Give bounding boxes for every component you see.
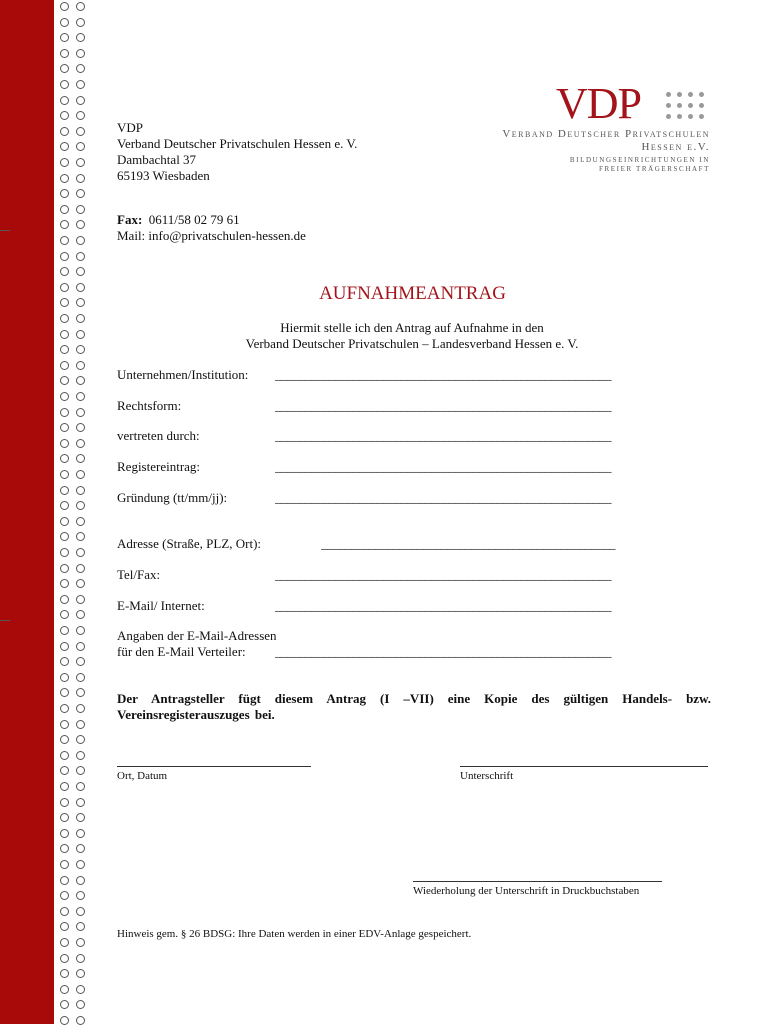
binding-ring-icon [60, 345, 69, 354]
binding-ring-icon [60, 18, 69, 27]
binding-ring-icon [76, 345, 85, 354]
binding-ring-icon [60, 595, 69, 604]
field-tel-fax[interactable]: ________________________________________________________ [275, 567, 611, 582]
binding-ring-icon [76, 579, 85, 588]
binding-ring-icon [60, 486, 69, 495]
binding-ring-icon [60, 96, 69, 105]
vdp-logo [460, 79, 720, 182]
field-represented-by[interactable]: ________________________________________________________ [275, 428, 611, 443]
binding-ring-icon [60, 829, 69, 838]
binding-ring-icon [60, 954, 69, 963]
binding-ring-icon [60, 49, 69, 58]
binding-ring-icon [60, 720, 69, 729]
binding-ring-icon [76, 688, 85, 697]
binding-ring-icon [60, 922, 69, 931]
binding-ring-icon [60, 642, 69, 651]
binding-ring-icon [60, 751, 69, 760]
binding-ring-icon [60, 439, 69, 448]
binding-ring-icon [60, 657, 69, 666]
sender-address [117, 120, 357, 184]
binding-ring-icon [60, 174, 69, 183]
binding-ring-icon [60, 64, 69, 73]
binding-ring-icon [60, 470, 69, 479]
binding-ring-icon [76, 735, 85, 744]
binding-ring-icon [76, 392, 85, 401]
binding-ring-icon [76, 111, 85, 120]
field-email-list[interactable]: ________________________________________________________ [275, 644, 611, 659]
logo-dots-icon [666, 92, 722, 122]
binding-ring-icon [76, 158, 85, 167]
binding-ring-icon [60, 704, 69, 713]
binding-ring-icon [76, 985, 85, 994]
field-label-represented-by: vertreten durch: [117, 428, 200, 443]
binding-ring-icon [76, 18, 85, 27]
logo-subtitle: Verband Deutscher Privatschulen [502, 128, 710, 140]
binding-ring-icon [76, 844, 85, 853]
binding-ring-icon [76, 189, 85, 198]
binding-ring-icon [60, 33, 69, 42]
binding-ring-icon [60, 735, 69, 744]
field-label-email-list-2: für den E-Mail Verteiler: [117, 644, 246, 659]
binding-ring-icon [60, 938, 69, 947]
binding-ring-icon [76, 673, 85, 682]
binding-ring-icon [76, 876, 85, 885]
binding-ring-icon [76, 142, 85, 151]
binding-ring-icon [76, 954, 85, 963]
binding-ring-icon [60, 454, 69, 463]
binding-ring-icon [60, 392, 69, 401]
binding-ring-icon [60, 548, 69, 557]
binding-ring-icon [60, 80, 69, 89]
binding-ring-icon [60, 766, 69, 775]
binding-ring-icon [76, 314, 85, 323]
fold-mark [0, 230, 10, 231]
binding-ring-icon [76, 330, 85, 339]
binding-ring-icon [76, 829, 85, 838]
binding-ring-icon [76, 423, 85, 432]
binding-ring-icon [60, 408, 69, 417]
binding-ring-icon [76, 642, 85, 651]
logo-subtitle: Hessen e.V. [641, 141, 710, 153]
binding-ring-icon [76, 64, 85, 73]
field-label-tel-fax: Tel/Fax: [117, 567, 161, 582]
place-date-line[interactable] [117, 766, 311, 767]
field-label-founding-date: Gründung (tt/mm/jj): [117, 490, 228, 505]
binding-ring-icon [76, 564, 85, 573]
print-signature-label: Wiederholung der Unterschrift in Druckbuchstaben [413, 885, 640, 897]
binding-ring-icon [60, 1000, 69, 1009]
binding-ring-icon [60, 236, 69, 245]
binding-ring-icon [76, 267, 85, 276]
binding-ring-icon [76, 782, 85, 791]
binding-ring-icon [76, 174, 85, 183]
logo-title: VDP [556, 79, 642, 128]
binding-ring-icon [76, 720, 85, 729]
field-label-email-list: Angaben der E-Mail-Adressen [117, 628, 277, 643]
binding-ring-icon [76, 470, 85, 479]
binding-ring-icon [60, 610, 69, 619]
binding-ring-icon [60, 564, 69, 573]
field-address[interactable]: _________________________________________________ [321, 536, 615, 551]
binding-ring-icon [60, 782, 69, 791]
binding-ring-icon [76, 205, 85, 214]
binding-ring-icon [60, 2, 69, 11]
binding-ring-icon [60, 361, 69, 370]
sender-line: Verband Deutscher Privatschulen Hessen e. V. [117, 136, 358, 151]
binding-ring-icon [76, 361, 85, 370]
privacy-hint: Hinweis gem. § 26 BDSG: Ihre Daten werden in einer EDV-Anlage gespeichert. [117, 928, 472, 940]
binding-ring-icon [76, 2, 85, 11]
signature-line[interactable] [460, 766, 708, 767]
print-signature-line[interactable] [413, 881, 662, 882]
place-date-label: Ort, Datum [117, 770, 168, 782]
attachment-note: Der Antragsteller fügt diesem Antrag (I –VII) eine Kopie des gültigen Handels- bzw. Vereinsregisterauszuges bei. [117, 691, 711, 722]
field-label-address: Adresse (Straße, PLZ, Ort): [117, 536, 262, 551]
intro-line: Hiermit stelle ich den Antrag auf Aufnahme in den [280, 320, 544, 335]
binding-ring-icon [76, 548, 85, 557]
binding-ring-icon [60, 501, 69, 510]
form-title: AUFNAHMEANTRAG [319, 283, 506, 304]
binding-ring-icon [60, 798, 69, 807]
field-legal-form[interactable]: ________________________________________________________ [275, 398, 611, 413]
binding-ring-icon [76, 891, 85, 900]
binding-ring-icon [60, 423, 69, 432]
intro-text [117, 320, 707, 352]
binding-ring-icon [76, 595, 85, 604]
binding-rings [60, 2, 94, 1026]
binding-ring-icon [60, 142, 69, 151]
binding-ring-icon [76, 532, 85, 541]
binding-ring-icon [60, 517, 69, 526]
field-founding-date[interactable]: ________________________________________________________ [275, 490, 611, 505]
fax-line [117, 212, 306, 228]
binding-ring-icon [60, 579, 69, 588]
binding-ring-icon [76, 657, 85, 666]
field-institution[interactable]: ________________________________________________________ [275, 367, 611, 382]
binding-ring-icon [76, 798, 85, 807]
binding-ring-icon [60, 252, 69, 261]
binding-ring-icon [60, 189, 69, 198]
fold-mark [0, 620, 10, 621]
binding-ring-icon [60, 673, 69, 682]
binding-ring-icon [76, 49, 85, 58]
binding-ring-icon [76, 626, 85, 635]
binding-ring-icon [60, 267, 69, 276]
binding-ring-icon [76, 127, 85, 136]
binding-ring-icon [76, 439, 85, 448]
field-label-email-internet: E-Mail/ Internet: [117, 598, 205, 613]
fax-label: Fax: [117, 212, 143, 227]
binding-ring-icon [60, 220, 69, 229]
binding-ring-icon [60, 907, 69, 916]
binding-ring-icon [76, 376, 85, 385]
binding-ring-icon [60, 813, 69, 822]
sender-line: VDP [117, 120, 144, 135]
binding-ring-icon [76, 907, 85, 916]
binding-ring-icon [60, 844, 69, 853]
binding-ring-icon [60, 985, 69, 994]
sender-line: 65193 Wiesbaden [117, 168, 210, 183]
binding-ring-icon [76, 517, 85, 526]
binding-ring-icon [76, 33, 85, 42]
field-label-legal-form: Rechtsform: [117, 398, 182, 413]
intro-line: Verband Deutscher Privatschulen – Landesverband Hessen e. V. [245, 336, 579, 351]
binding-ring-icon [76, 1000, 85, 1009]
binding-ring-icon [60, 330, 69, 339]
binding-ring-icon [60, 876, 69, 885]
binding-ring-icon [60, 626, 69, 635]
binding-ring-icon [60, 314, 69, 323]
binding-ring-icon [76, 408, 85, 417]
logo-tagline: BILDUNGSEINRICHTUNGEN IN [569, 156, 710, 164]
binding-ring-icon [60, 891, 69, 900]
signature-label: Unterschrift [460, 770, 514, 782]
binding-ring-icon [60, 532, 69, 541]
binding-ring-icon [76, 860, 85, 869]
binding-ring-icon [76, 922, 85, 931]
logo-tagline: FREIER TRÄGERSCHAFT [599, 165, 710, 173]
field-register[interactable]: ________________________________________________________ [275, 459, 611, 474]
field-label-institution: Unternehmen/Institution: [117, 367, 249, 382]
binding-ring-icon [60, 860, 69, 869]
binding-ring-icon [76, 454, 85, 463]
mail-line: Mail: info@privatschulen-hessen.de [117, 228, 306, 243]
binding-ring-icon [76, 813, 85, 822]
field-label-register: Registereintrag: [117, 459, 201, 474]
binding-strip [0, 0, 54, 1024]
binding-ring-icon [60, 969, 69, 978]
binding-ring-icon [76, 220, 85, 229]
binding-ring-icon [60, 158, 69, 167]
fax-value: 0611/58 02 79 61 [148, 212, 240, 227]
contact-block [117, 212, 306, 244]
binding-ring-icon [76, 938, 85, 947]
binding-ring-icon [76, 236, 85, 245]
binding-ring-icon [76, 501, 85, 510]
binding-ring-icon [76, 751, 85, 760]
binding-ring-icon [76, 704, 85, 713]
binding-ring-icon [76, 610, 85, 619]
binding-ring-icon [60, 127, 69, 136]
binding-ring-icon [76, 80, 85, 89]
binding-ring-icon [76, 969, 85, 978]
binding-ring-icon [76, 486, 85, 495]
binding-ring-icon [60, 688, 69, 697]
binding-ring-icon [76, 252, 85, 261]
binding-ring-icon [60, 205, 69, 214]
sender-line: Dambachtal 37 [117, 152, 197, 167]
binding-ring-icon [76, 766, 85, 775]
field-email-internet[interactable]: ________________________________________________________ [275, 598, 611, 613]
binding-ring-icon [76, 96, 85, 105]
binding-ring-icon [60, 111, 69, 120]
binding-ring-icon [60, 376, 69, 385]
